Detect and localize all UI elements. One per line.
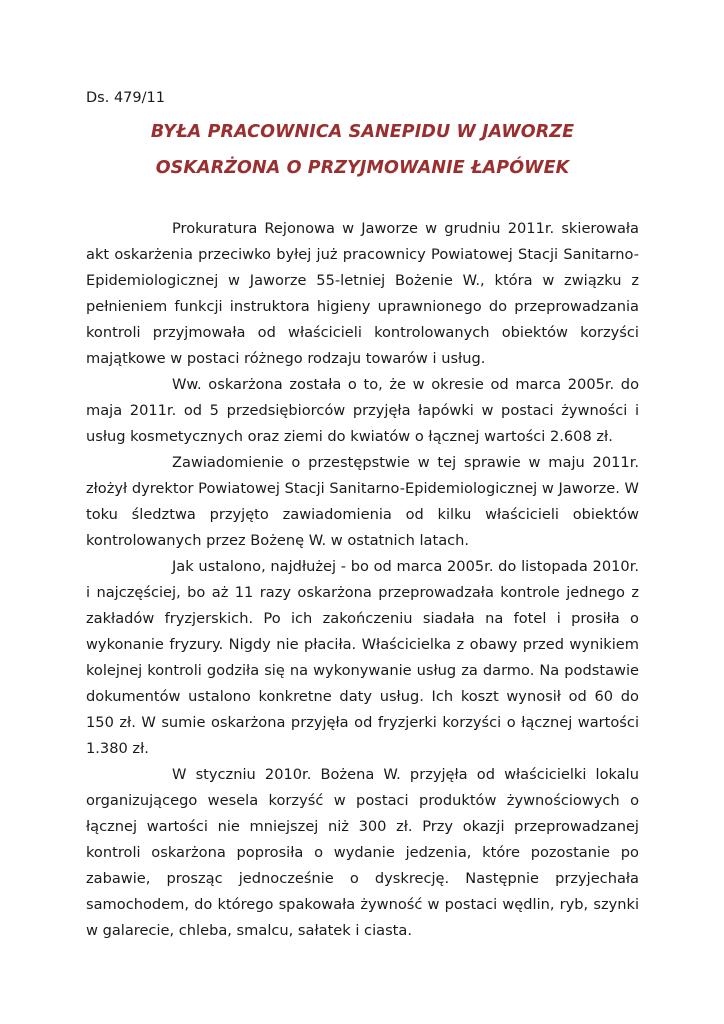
title-line-2: OSKARŻONA O PRZYJMOWANIE ŁAPÓWEK [155, 158, 570, 178]
paragraph-3: Zawiadomienie o przestępstwie w tej sprawie w maju 2011r. złożył dyrektor Powiatowej Stacji Sanitarno-Epidemiologicznej w Jaworze. W toku śledztwa przyjęto zawiadomienia od kilku właścicieli obiektów kontrolowanych przez Bożenę W. w ostatnich latach. [86, 454, 639, 549]
paragraph-4: Jak ustalono, najdłużej - bo od marca 2005r. do listopada 2010r. i najczęściej, bo aż 11 razy oskarżona przeprowadzała kontrole jednego z zakładów fryzjerskich. Po ich zakończeniu siadała na fotel i prosiła o wykonanie fryzury. Nigdy nie płaciła. Właścicielka z obawy przed wynikiem kolejnej kontroli godziła się na wykonywanie usług za darmo. Na podstawie dokumentów ustalono konkretne daty usług. Ich koszt wynosił od 60 do 150 zł. W sumie oskarżona przyjęła od fryzjerki korzyści o łącznej wartości 1.380 zł. [86, 558, 639, 757]
document-body [86, 216, 639, 944]
paragraph-1: Prokuratura Rejonowa w Jaworze w grudniu 2011r. skierowała akt oskarżenia przeciwko byłej już pracownicy Powiatowej Stacji Sanitarno-Epidemiologicznej w Jaworze 55-letniej Bożenie W., która w związku z pełnieniem funkcji instruktora higieny uprawnionego do przeprowadzania kontroli przyjmowała od właścicieli kontrolowanych obiektów korzyści majątkowe w postaci różnego rodzaju towarów i usług. [86, 220, 639, 367]
paragraph-2: Ww. oskarżona została o to, że w okresie od marca 2005r. do maja 2011r. od 5 przedsiębiorców przyjęła łapówki w postaci żywności i usług kosmetycznych oraz ziemi do kwiatów o łącznej wartości 2.608 zł. [86, 376, 639, 445]
paragraph-5: W styczniu 2010r. Bożena W. przyjęła od właścicielki lokalu organizującego wesela korzyść w postaci produktów żywnościowych o łącznej wartości nie mniejszej niż 300 zł. Przy okazji przeprowadzanej kontroli oskarżona poprosiła o wydanie jedzenia, które pozostanie po zabawie, prosząc jednocześnie o dyskrecję. Następnie przyjechała samochodem, do którego spakowała żywność w postaci wędlin, ryb, szynki w galarecie, chleba, smalcu, sałatek i ciasta. [86, 766, 639, 939]
case-reference: Ds. 479/11 [86, 90, 165, 106]
document-title [86, 114, 639, 186]
document-content [86, 88, 639, 944]
title-line-1: BYŁA PRACOWNICA SANEPIDU W JAWORZE [150, 122, 575, 142]
